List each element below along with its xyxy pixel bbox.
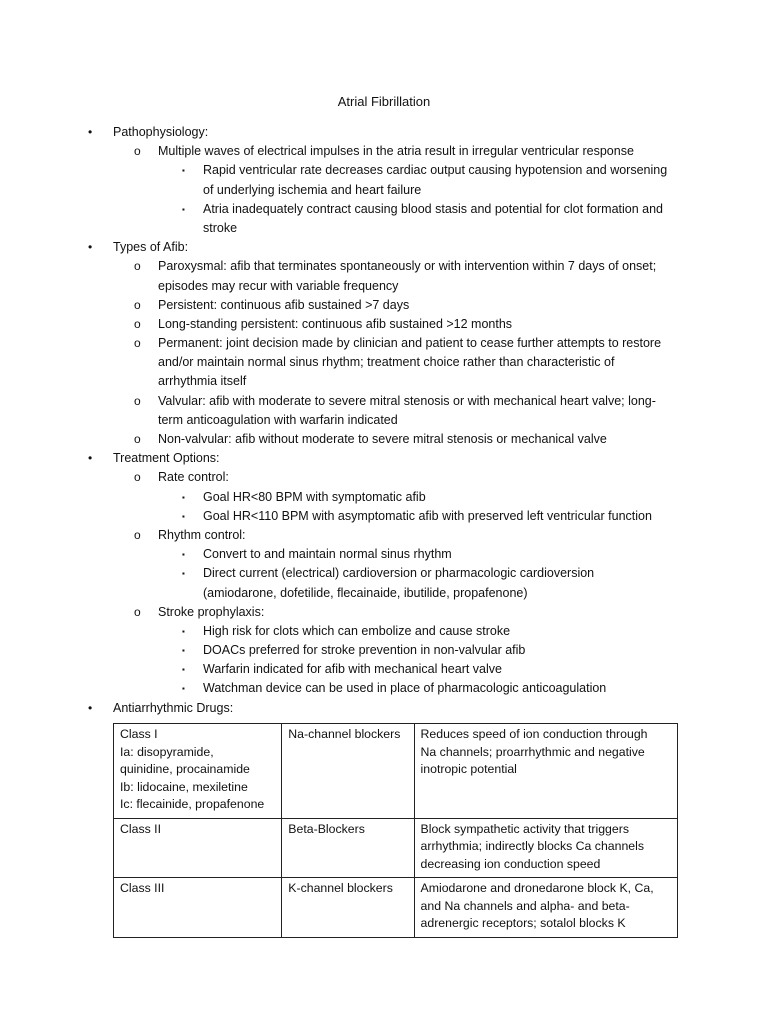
outline-line bbox=[0, 200, 768, 219]
cell-line: Block sympathetic activity that triggers bbox=[420, 821, 629, 836]
cell-line: Ia: disopyramide, bbox=[120, 744, 214, 759]
circle-bullet-icon: o bbox=[134, 527, 141, 542]
outline-text: Rate control: bbox=[158, 470, 229, 485]
outline-text: Convert to and maintain normal sinus rhythm bbox=[203, 547, 452, 562]
outline-text: Atria inadequately contract causing blood stasis and potential for clot formation and bbox=[203, 201, 663, 216]
outline-line bbox=[0, 353, 768, 372]
outline-line bbox=[0, 238, 768, 257]
outline-text: arrhythmia itself bbox=[158, 374, 247, 389]
outline-line bbox=[0, 699, 768, 718]
circle-bullet-icon: o bbox=[134, 297, 141, 312]
square-bullet-icon: ▪ bbox=[182, 626, 185, 636]
outline-line bbox=[0, 142, 768, 161]
outline-text: Pathophysiology: bbox=[113, 125, 209, 139]
outline-line bbox=[0, 315, 768, 334]
cell-line: Ib: lidocaine, mexiletine bbox=[120, 779, 248, 794]
circle-bullet-icon: o bbox=[134, 432, 141, 446]
outline-text: and/or maintain normal sinus rhythm; treatment choice rather than characteristic of bbox=[158, 355, 615, 370]
cell-line: Reduces speed of ion conduction through bbox=[420, 727, 648, 741]
square-bullet-icon: ▪ bbox=[182, 550, 185, 560]
outline-line bbox=[0, 181, 768, 200]
circle-bullet-icon: o bbox=[134, 393, 141, 408]
outline-text: Long-standing persistent: continuous afib sustained >12 months bbox=[158, 316, 513, 331]
square-bullet-icon: ▪ bbox=[182, 204, 185, 214]
square-bullet-icon: ▪ bbox=[182, 646, 185, 656]
outline-line bbox=[0, 468, 768, 487]
outline-line bbox=[0, 296, 768, 315]
cell-line: adrenergic receptors; sotalol blocks K bbox=[420, 916, 626, 930]
cell-line: K-channel blockers bbox=[288, 881, 393, 895]
table-cell bbox=[414, 724, 677, 819]
square-bullet-icon: ▪ bbox=[182, 684, 185, 694]
cell-line: Class I bbox=[120, 727, 158, 741]
outline-text: High risk for clots which can embolize and cause stroke bbox=[203, 623, 511, 638]
outline-text: term anticoagulation with warfarin indicated bbox=[158, 412, 398, 427]
outline-text: DOACs preferred for stroke prevention in non-valvular afib bbox=[203, 643, 526, 658]
outline-line bbox=[0, 660, 768, 679]
outline-text: Valvular: afib with moderate to severe mitral stenosis or with mechanical heart valve; long- bbox=[158, 393, 656, 408]
outline-line bbox=[0, 526, 768, 545]
disc-bullet-icon: • bbox=[88, 240, 93, 255]
cell-line: and Na channels and alpha- and beta- bbox=[420, 898, 630, 913]
table-cell bbox=[282, 724, 414, 819]
outline-line bbox=[0, 641, 768, 660]
outline-text: Multiple waves of electrical impulses in the atria result in irregular ventricular response bbox=[158, 144, 634, 159]
cell-line: decreasing ion conduction speed bbox=[420, 856, 601, 871]
outline-text: of underlying ischemia and heart failure bbox=[203, 182, 422, 197]
outline-line bbox=[0, 430, 768, 449]
table-cell bbox=[114, 724, 282, 819]
antiarrhythmic-table bbox=[113, 723, 678, 938]
cell-line: Na channels; proarrhythmic and negative bbox=[420, 744, 645, 759]
outline-text: Non-valvular: afib without moderate to severe mitral stenosis or mechanical valve bbox=[158, 432, 607, 446]
square-bullet-icon: ▪ bbox=[182, 492, 185, 502]
disc-bullet-icon: • bbox=[88, 700, 93, 715]
outline-text: (amiodarone, dofetilide, flecainaide, ibutilide, propafenone) bbox=[203, 585, 528, 600]
outline-text: Rhythm control: bbox=[158, 527, 246, 542]
table-row bbox=[114, 818, 678, 878]
square-bullet-icon: ▪ bbox=[182, 166, 185, 176]
table-cell bbox=[414, 818, 677, 878]
cell-line: arrhythmia; indirectly blocks Ca channels bbox=[420, 839, 645, 853]
cell-line: Class III bbox=[120, 881, 165, 895]
outline-text: Permanent: joint decision made by clinician and patient to cease further attempts to restore bbox=[158, 336, 662, 351]
outline-line bbox=[0, 257, 768, 276]
outline-line bbox=[0, 372, 768, 391]
outline-text: Goal HR<110 BPM with asymptomatic afib with preserved left ventricular function bbox=[203, 508, 652, 523]
outline-line bbox=[0, 123, 768, 142]
outline-text: Types of Afib: bbox=[113, 240, 189, 255]
circle-bullet-icon: o bbox=[134, 336, 141, 351]
outline-text: stroke bbox=[203, 220, 238, 235]
outline-text: Direct current (electrical) cardioversion or pharmacologic cardioversion bbox=[203, 566, 595, 581]
outline-line bbox=[0, 411, 768, 430]
circle-bullet-icon: o bbox=[134, 316, 141, 331]
outline-line bbox=[0, 584, 768, 603]
table-cell bbox=[114, 878, 282, 938]
cell-line: Class II bbox=[120, 821, 161, 836]
table-cell bbox=[414, 878, 677, 938]
outline-line bbox=[0, 603, 768, 622]
square-bullet-icon: ▪ bbox=[182, 511, 185, 521]
outline-line bbox=[0, 679, 768, 698]
outline-line bbox=[0, 564, 768, 583]
outline-line bbox=[0, 392, 768, 411]
table-row bbox=[114, 878, 678, 938]
table-row bbox=[114, 724, 678, 819]
disc-bullet-icon: • bbox=[88, 125, 93, 139]
outline-text: Paroxysmal: afib that terminates spontaneously or with intervention within 7 days of onset; bbox=[158, 259, 657, 274]
circle-bullet-icon: o bbox=[134, 470, 141, 485]
outline-line bbox=[0, 622, 768, 641]
square-bullet-icon: ▪ bbox=[182, 569, 185, 579]
cell-line: Amiodarone and dronedarone block K, Ca, bbox=[420, 881, 654, 895]
disc-bullet-icon: • bbox=[88, 451, 93, 466]
cell-line: Ic: flecainide, propafenone bbox=[120, 797, 265, 811]
outline-line bbox=[0, 488, 768, 507]
outline-text: episodes may recur with variable frequency bbox=[158, 278, 399, 293]
table-cell bbox=[282, 818, 414, 878]
cell-line: quinidine, procainamide bbox=[120, 762, 250, 776]
outline-text: Goal HR<80 BPM with symptomatic afib bbox=[203, 489, 426, 504]
outline-text: Antiarrhythmic Drugs: bbox=[113, 700, 234, 715]
outline-line bbox=[0, 219, 768, 238]
cell-line: Na-channel blockers bbox=[288, 727, 401, 741]
outline-line bbox=[0, 277, 768, 296]
cell-line: Beta-Blockers bbox=[288, 821, 365, 836]
outline-text: Rapid ventricular rate decreases cardiac output causing hypotension and worsening bbox=[203, 163, 668, 178]
table-cell bbox=[282, 878, 414, 938]
outline-line bbox=[0, 545, 768, 564]
page-title: Atrial Fibrillation bbox=[337, 94, 431, 109]
cell-line: inotropic potential bbox=[420, 762, 517, 776]
outline-text: Treatment Options: bbox=[113, 451, 220, 466]
outline-text: Watchman device can be used in place of pharmacologic anticoagulation bbox=[203, 681, 607, 696]
outline-list bbox=[0, 123, 768, 718]
outline-line bbox=[0, 507, 768, 526]
circle-bullet-icon: o bbox=[134, 604, 141, 619]
outline-line bbox=[0, 334, 768, 353]
outline-text: Persistent: continuous afib sustained >7 days bbox=[158, 297, 410, 312]
table-cell bbox=[114, 818, 282, 878]
circle-bullet-icon: o bbox=[134, 144, 141, 159]
outline-text: Warfarin indicated for afib with mechanical heart valve bbox=[203, 662, 502, 677]
outline-text: Stroke prophylaxis: bbox=[158, 604, 265, 619]
square-bullet-icon: ▪ bbox=[182, 665, 185, 675]
circle-bullet-icon: o bbox=[134, 259, 141, 274]
outline-line bbox=[0, 449, 768, 468]
outline-line bbox=[0, 161, 768, 180]
